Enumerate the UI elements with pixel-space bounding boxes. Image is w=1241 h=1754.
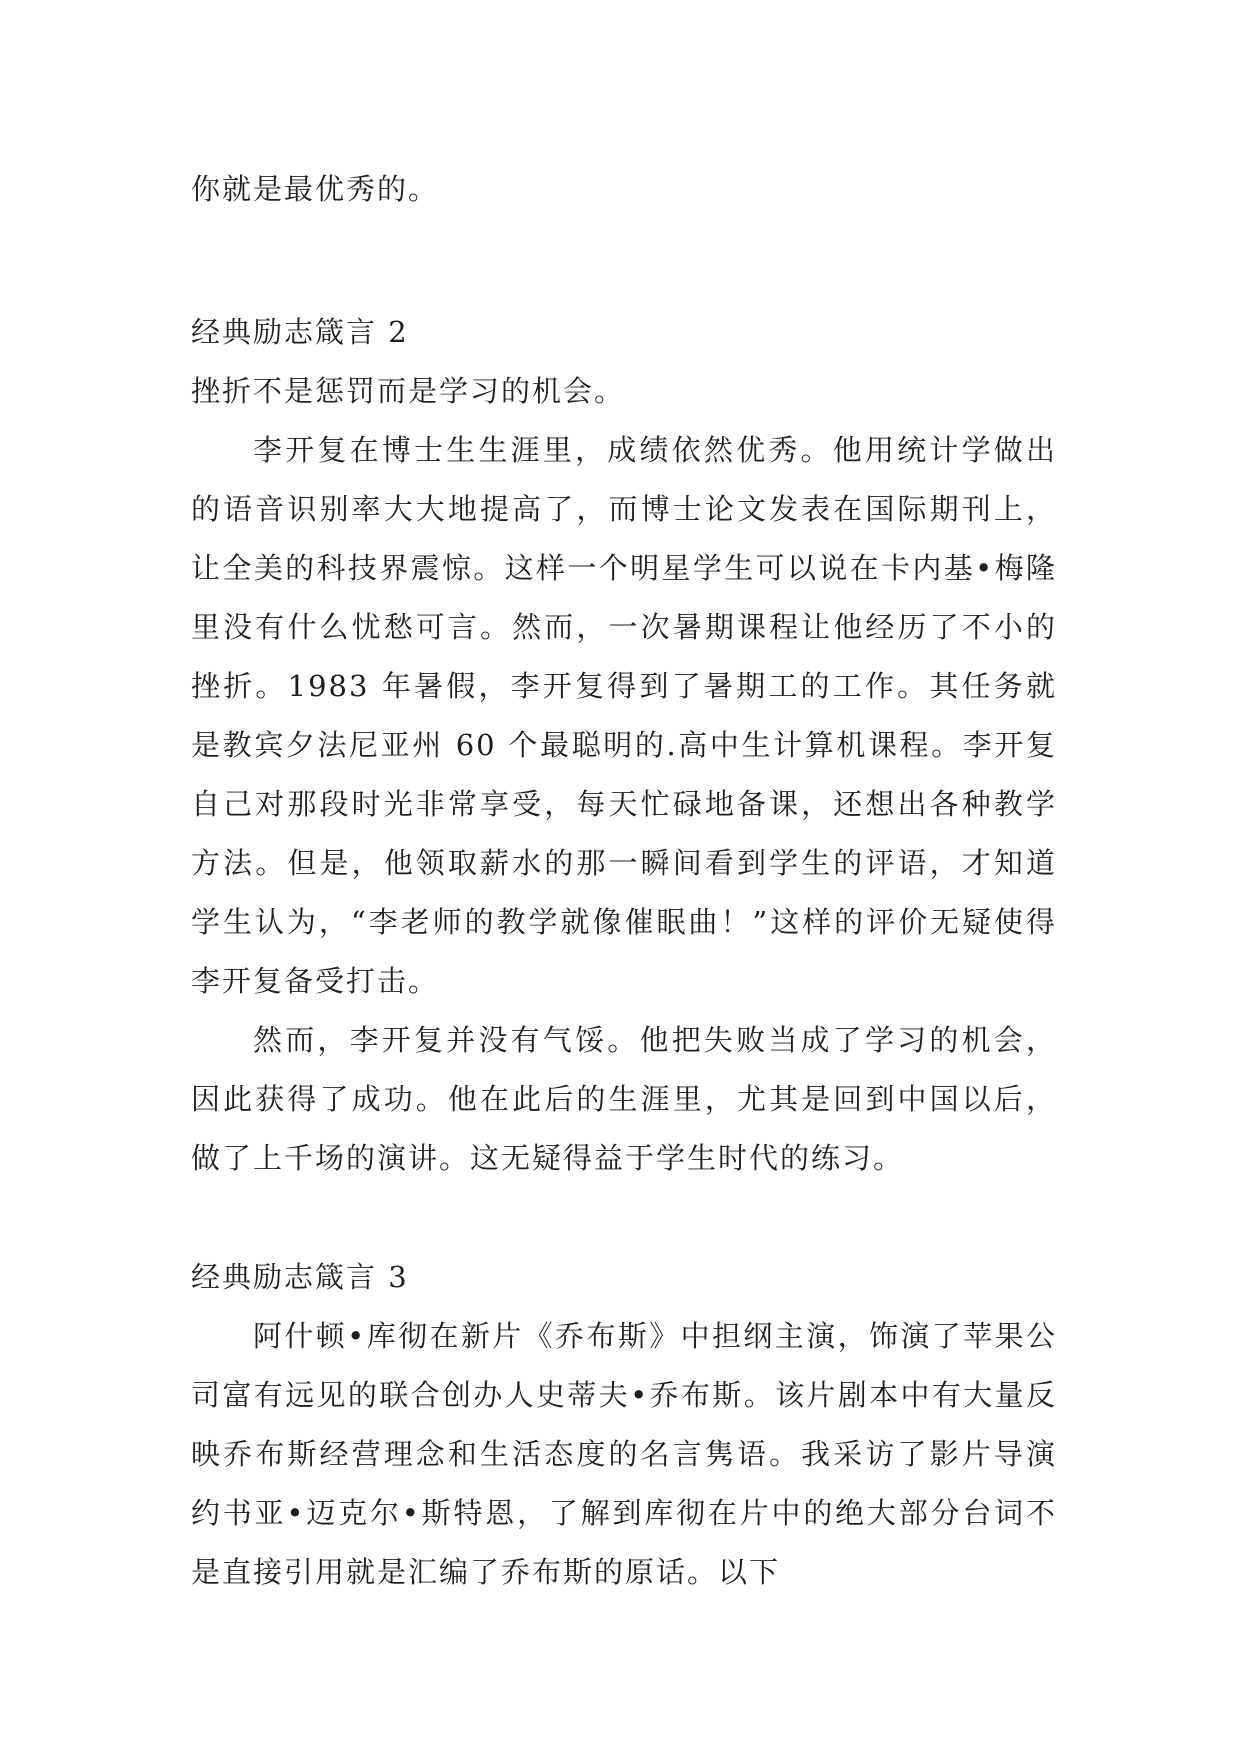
section-2-paragraph-1: 李开复在博士生生涯里，成绩依然优秀。他用统计学做出的语音识别率大大地提高了，而博士论文发表在国际期刊上，让全美的科技界震惊。这样一个明星学生可以说在卡内基•梅隆里没有什么忧愁可言。然而，一次暑期课程让他经历了不小的挫折。1983 年暑假，李开复得到了暑期工的工作。其任务就是教宾夕法尼亚州 60 个最聪明的.高中生计算机课程。李开复自己对那段时光非常享受，每天忙碌地备课，还想出各种教学方法。但是，他领取薪水的那一瞬间看到学生的评语，才知道学生认为，“李老师的教学就像催眠曲！”这样的评价无疑使得李开复备受打击。	[191, 433, 1057, 998]
section-3-heading: 经典励志箴言 3	[191, 1260, 409, 1294]
section-3-paragraph-1: 阿什顿•库彻在新片《乔布斯》中担纲主演，饰演了苹果公司富有远见的联合创办人史蒂夫•乔布斯。该片剧本中有大量反映乔布斯经营理念和生活态度的名言隽语。我采访了影片导演约书亚•迈克尔•斯特恩，了解到库彻在片中的绝大部分台词不是直接引用就是汇编了乔布斯的原话。以下	[191, 1319, 1057, 1589]
section-2-subtitle: 挫折不是惩罚而是学习的机会。	[191, 374, 626, 408]
intro-line: 你就是最优秀的。	[191, 172, 440, 206]
section-2-heading: 经典励志箴言 2	[191, 315, 409, 349]
document-body	[191, 160, 1057, 1602]
section-2-paragraph-2: 然而，李开复并没有气馁。他把失败当成了学习的机会，因此获得了成功。他在此后的生涯里，尤其是回到中国以后，做了上千场的演讲。这无疑得益于学生时代的练习。	[191, 1023, 1057, 1175]
